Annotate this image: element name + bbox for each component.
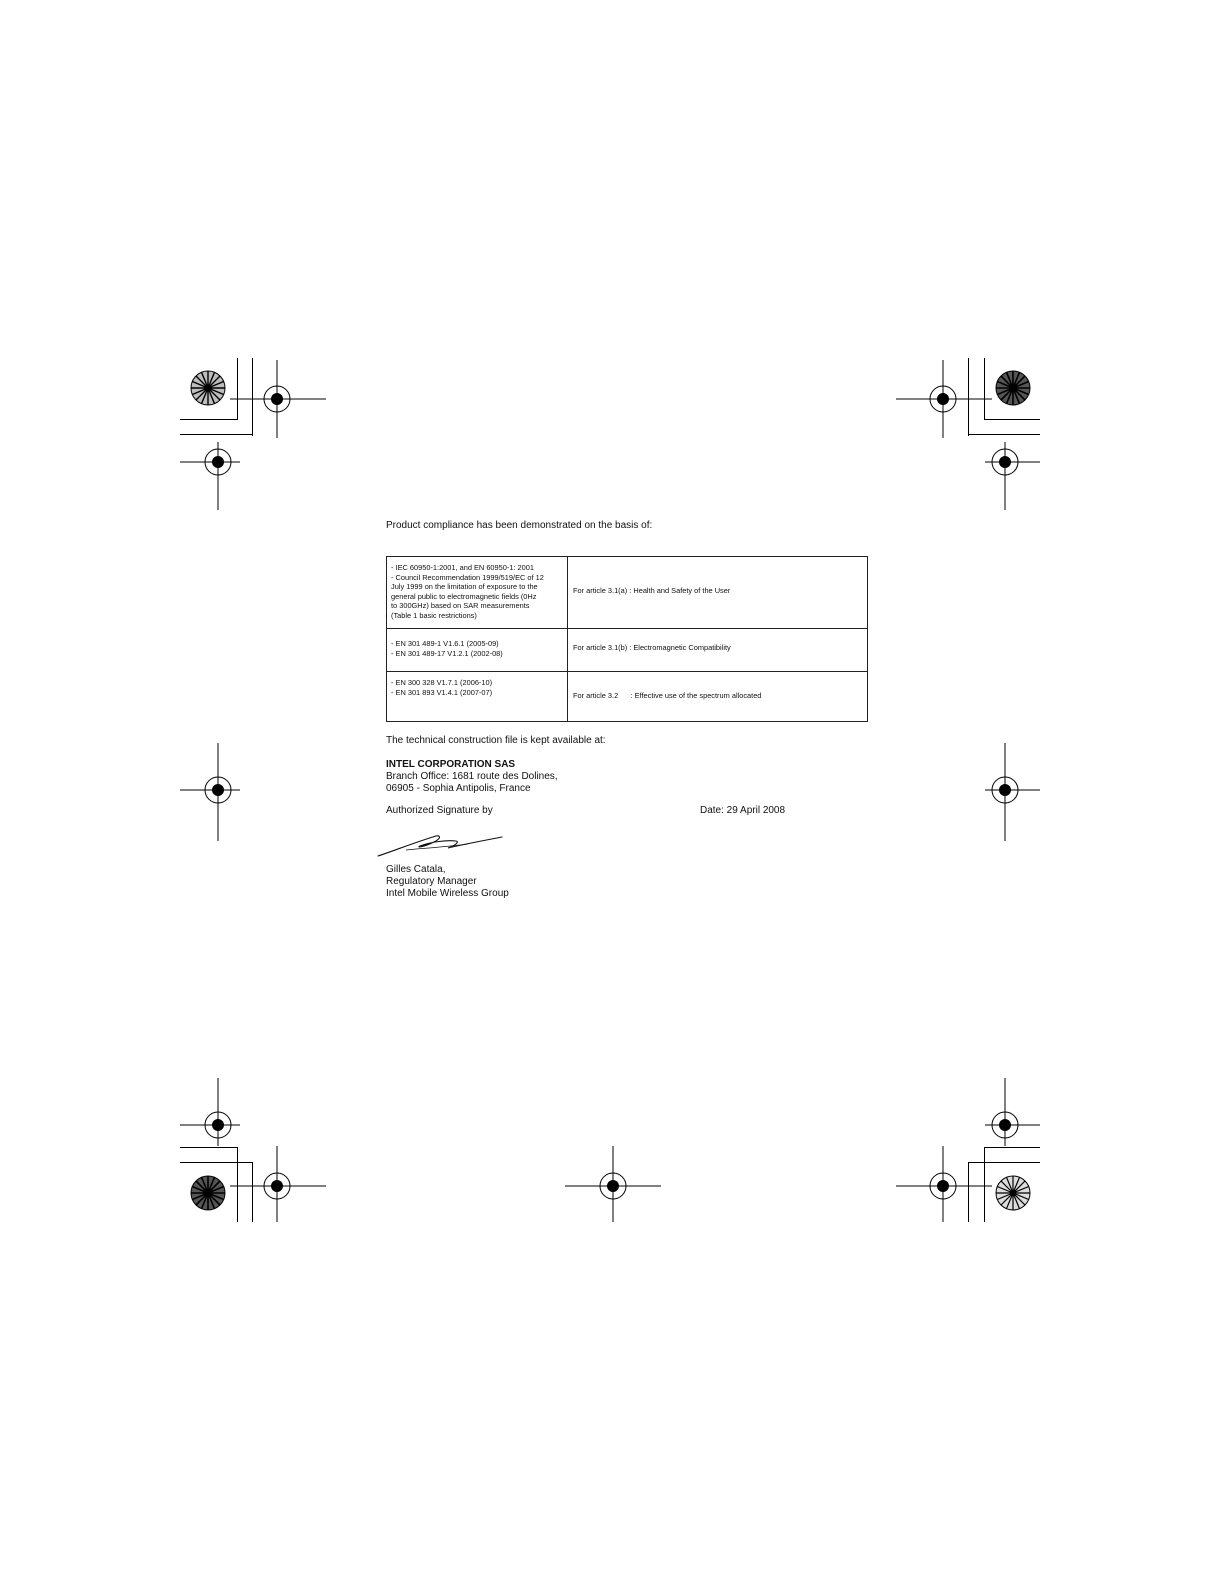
standard-line: - Council Recommendation 1999/519/EC of 12 <box>391 572 544 582</box>
standards-cell <box>391 678 563 697</box>
registration-mark-icon <box>985 743 1045 843</box>
authorized-signature-label: Authorized Signature by <box>386 805 493 816</box>
registration-mark-icon <box>565 1136 665 1226</box>
article-cell: For article 3.1(a) : Health and Safety of the User <box>573 586 731 595</box>
company-address-line1: Branch Office: 1681 route des Dolines, <box>386 771 558 782</box>
standard-line: July 1999 on the limitation of exposure to the <box>391 582 538 592</box>
registration-mark-icon <box>896 352 996 448</box>
signatory-name: Gilles Catala, <box>386 864 446 875</box>
compliance-intro: Product compliance has been demonstrated on the basis of: <box>386 520 653 531</box>
table-row <box>387 629 867 672</box>
color-bar-starburst-icon <box>995 1175 1031 1211</box>
color-bar-starburst-icon <box>190 1175 226 1211</box>
standard-line: - EN 300 328 V1.7.1 (2006-10) <box>391 678 493 687</box>
standards-cell <box>391 563 563 621</box>
company-address-line2: 06905 - Sophia Antipolis, France <box>386 783 531 794</box>
signatory-group: Intel Mobile Wireless Group <box>386 888 509 899</box>
handwritten-signature <box>376 830 506 858</box>
registration-mark-icon <box>180 743 240 843</box>
standard-line: - IEC 60950-1:2001, and EN 60950-1: 2001 <box>391 563 534 572</box>
standards-cell <box>391 639 563 658</box>
registration-mark-icon <box>230 352 330 448</box>
standard-line: - EN 301 489-1 V1.6.1 (2005-09) <box>391 639 499 648</box>
signature-date: Date: 29 April 2008 <box>700 805 786 816</box>
article-cell: For article 3.1(b) : Electromagnetic Compatibility <box>573 643 731 652</box>
registration-mark-icon <box>985 442 1045 510</box>
technical-file-note: The technical construction file is kept available at: <box>386 735 606 746</box>
compliance-table <box>386 556 868 722</box>
company-name: INTEL CORPORATION SAS <box>386 759 516 770</box>
table-row <box>387 557 867 629</box>
registration-mark-icon <box>180 442 240 510</box>
standard-line: (Table 1 basic restrictions) <box>391 610 477 620</box>
standard-line: general public to electromagnetic fields (0Hz <box>391 591 537 601</box>
signatory-title: Regulatory Manager <box>386 876 477 887</box>
standard-line: - EN 301 893 V1.4.1 (2007-07) <box>391 687 493 697</box>
article-cell: For article 3.2 : Effective use of the spectrum allocated <box>573 691 762 700</box>
table-row <box>387 672 867 723</box>
standard-line: to 300GHz) based on SAR measurements <box>391 601 530 611</box>
registration-mark-icon <box>230 1136 330 1226</box>
color-bar-starburst-icon <box>995 370 1031 406</box>
registration-mark-icon <box>896 1136 996 1226</box>
color-bar-starburst-icon <box>190 370 226 406</box>
standard-line: - EN 301 489-17 V1.2.1 (2002-08) <box>391 648 503 658</box>
